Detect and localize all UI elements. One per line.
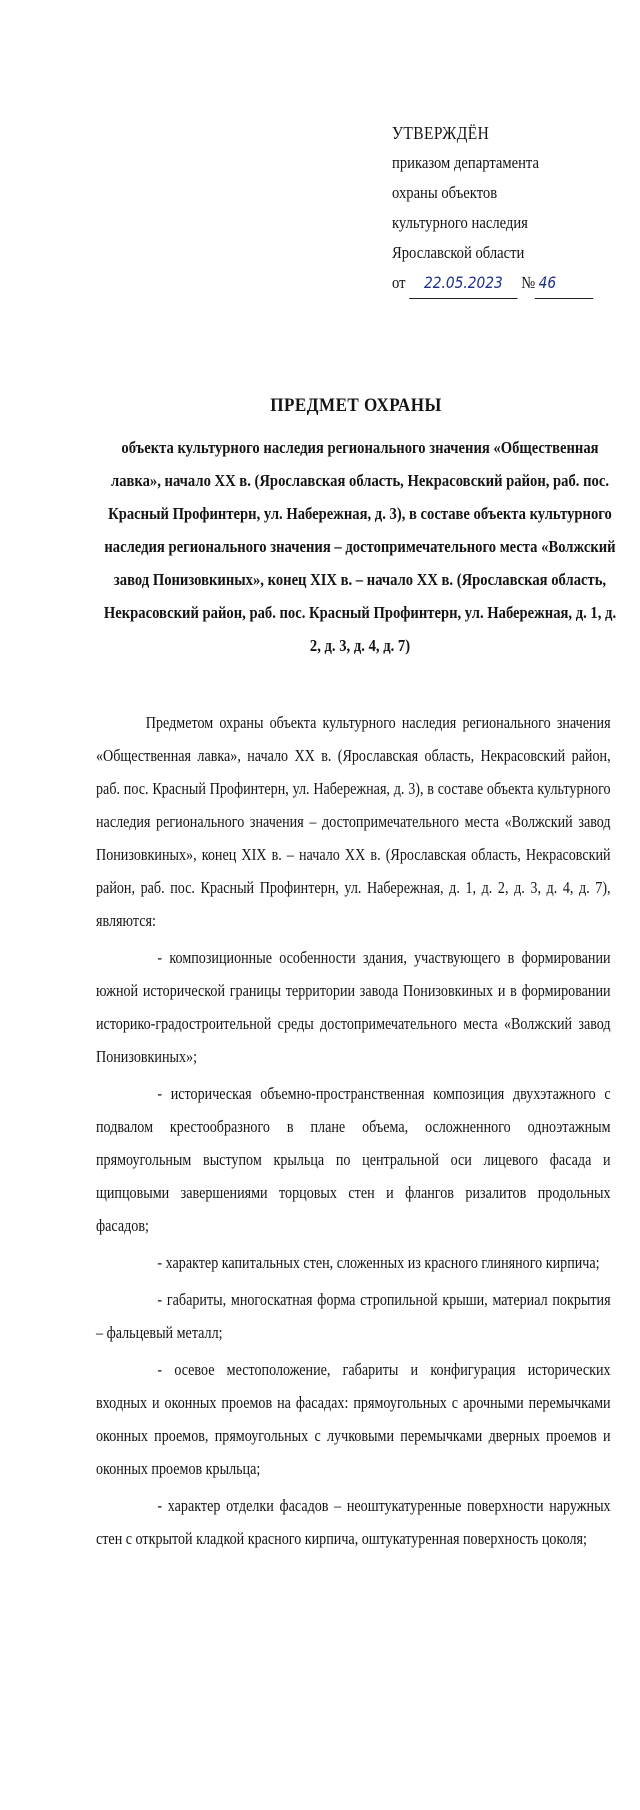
list-item: - историческая объемно-пространственная композиция двухэтажного с подвалом крестообразного в плане объема, осложненного одноэтажным прямоугольным выступом крыльца по центральной оси лицевого фасада и щипцовыми завершениями торцовых стен и флангов ризалитов продольных фасадов; [96,1084,611,1235]
approval-block [392,118,581,299]
approval-line: приказом департамента [392,153,539,172]
approval-title: УТВЕРЖДЁН [392,123,490,143]
intro-paragraph: Предметом охраны объекта культурного наследия регионального значения «Общественная лавка», начало XX в. (Ярославская область, Некрасовский район, раб. пос. Красный Профинтерн, ул. Набережная, д. 3), в составе объекта культурного наследия регионального значения – достопримечательного места «Волжский завод Понизовкиных», конец XIX в. – начало XX в. (Ярославская область, Некрасовский район, раб. пос. Красный Профинтерн, ул. Набережная, д. 1, д. 2, д. 3, д. 4, д. 7), являются: [96,713,611,930]
heading-title: ПРЕДМЕТ ОХРАНЫ [270,395,442,416]
list-item: - осевое местоположение, габариты и конфигурация исторических входных и оконных проемов на фасадах: прямоугольных с арочными перемычками оконных проемов, прямоугольных с лучковыми перемычками дверных проемов и оконных проемов крыльца; [96,1360,611,1478]
list-item: - композиционные особенности здания, участвующего в формировании южной исторической границы территории завода Понизовкиных и в формировании историко-градостроительной среды достопримечательного места «Волжский завод Понизовкиных»; [96,948,611,1066]
handwritten-number: 46 [535,268,593,299]
document-body [96,706,611,1559]
handwritten-date: 22.05.2023 [409,268,517,299]
list-item: - габариты, многоскатная форма стропильной крыши, материал покрытия – фальцевый металл; [96,1290,611,1342]
heading-subtitle: объекта культурного наследия регионального значения «Общественная лавка», начало XX в. (Ярославская область, Некрасовский район, раб. пос. Красный Профинтерн, ул. Набережная, д. 3), в составе объекта культурного наследия регионального значения – достопримечательного места «Волжский завод Понизовкиных», конец XIX в. – начало XX в. (Ярославская область, Некрасовский район, раб. пос. Красный Профинтерн, ул. Набережная, д. 1, д. 2, д. 3, д. 4, д. 7) [103,438,617,655]
document-heading [96,395,616,662]
approval-line: охраны объектов [392,183,498,202]
date-number-line [392,268,581,299]
number-prefix: № [521,273,536,292]
approval-line: культурного наследия [392,213,528,232]
date-prefix: от [392,273,406,292]
approval-line: Ярославской области [392,243,525,262]
list-item: - характер капитальных стен, сложенных из красного глиняного кирпича; [157,1253,600,1272]
list-item: - характер отделки фасадов – неоштукатуренные поверхности наружных стен с открытой кладкой красного кирпича, оштукатуренная поверхность цоколя; [96,1496,611,1548]
